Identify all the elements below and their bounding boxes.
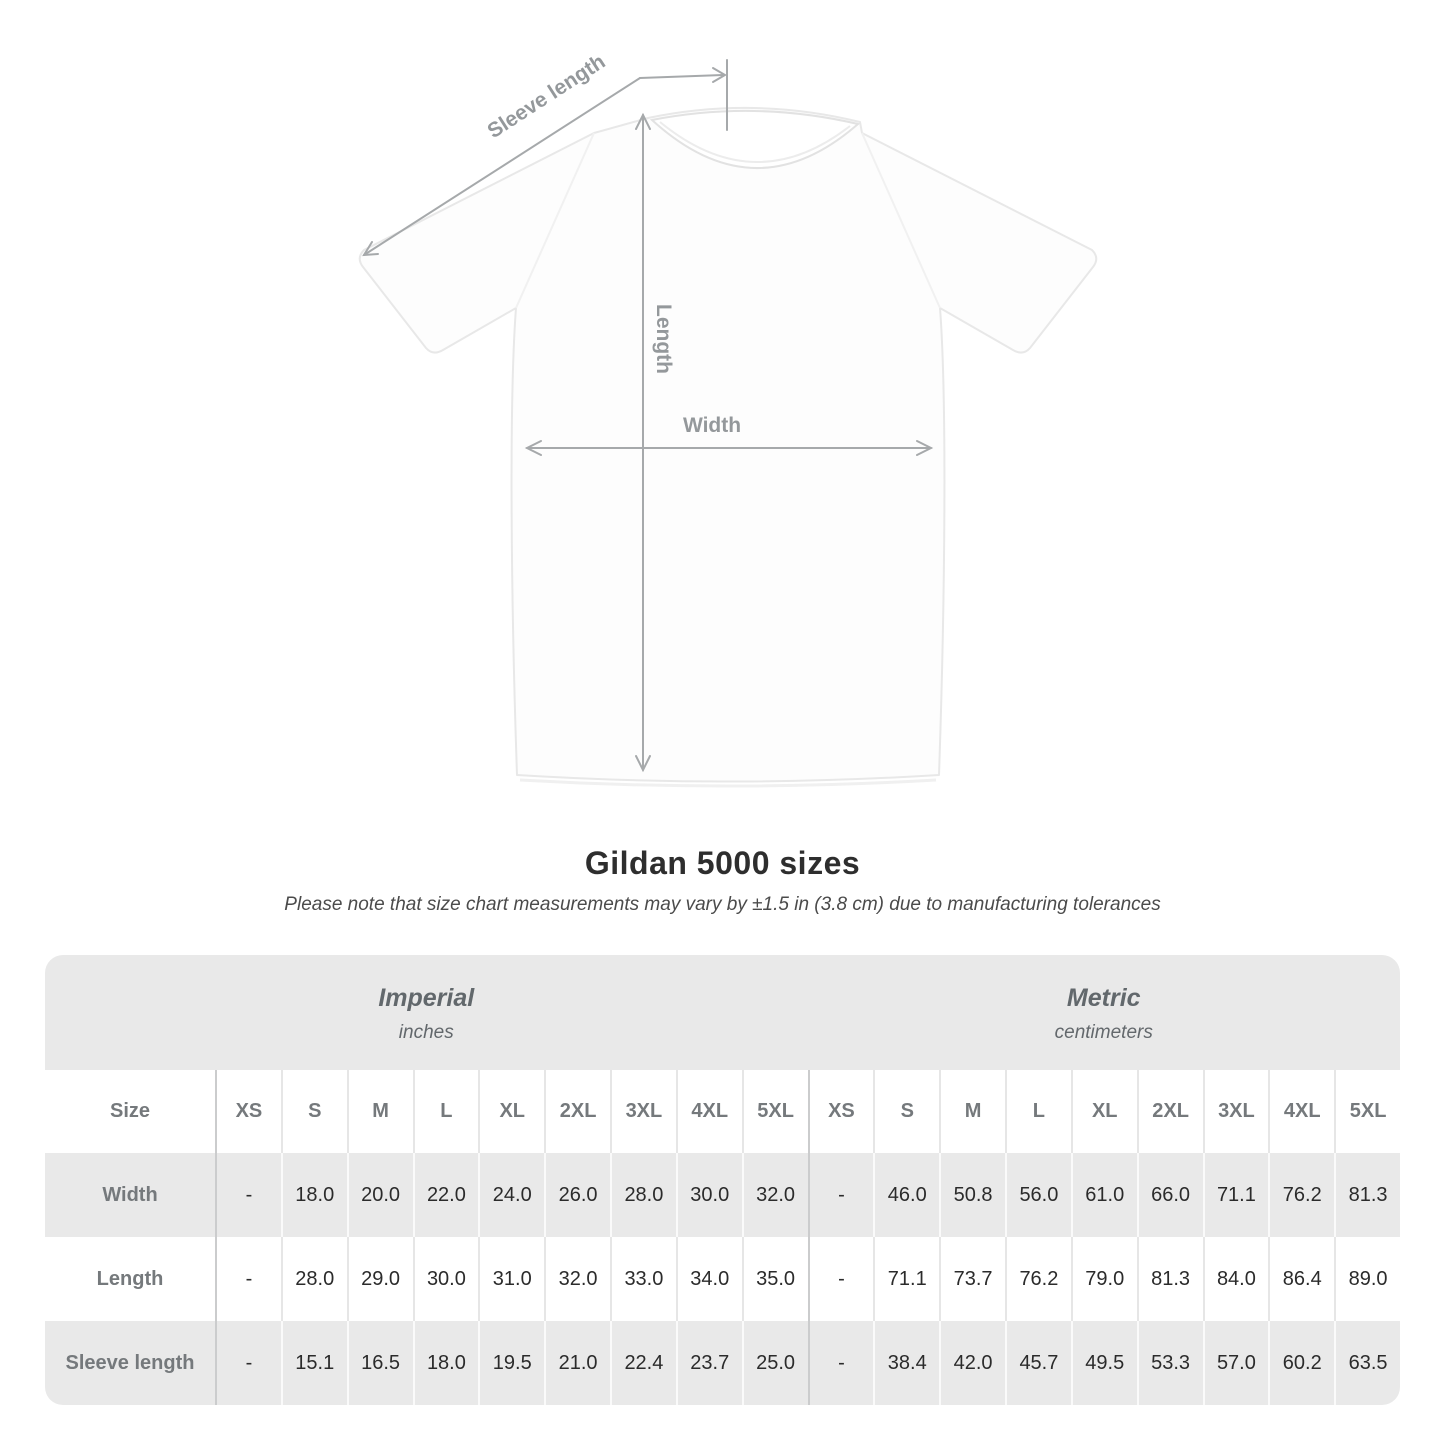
value-cell-metric: 57.0 <box>1203 1321 1269 1405</box>
row-label: Width <box>102 1183 158 1206</box>
size-column-header-metric-l: L <box>1005 1070 1071 1153</box>
value-cell-metric: 53.3 <box>1137 1321 1203 1405</box>
value-cell-imperial: 23.7 <box>676 1321 742 1405</box>
value-cell-imperial: - <box>215 1237 281 1321</box>
value-cell-metric: - <box>808 1237 874 1321</box>
table-row-width <box>45 1153 1400 1237</box>
size-column-header-metric-2xl: 2XL <box>1137 1070 1203 1153</box>
value-cell-imperial: 18.0 <box>413 1321 479 1405</box>
value-cell-imperial: 34.0 <box>676 1237 742 1321</box>
value-cell-metric: 46.0 <box>873 1153 939 1237</box>
size-column-header-metric-5xl: 5XL <box>1334 1070 1400 1153</box>
value-cell-metric: 81.3 <box>1137 1237 1203 1321</box>
size-header-row <box>45 1070 1400 1153</box>
size-table <box>45 955 1400 1405</box>
size-column-header-imperial-l: L <box>413 1070 479 1153</box>
size-column-header-imperial-3xl: 3XL <box>610 1070 676 1153</box>
value-cell-imperial: 16.5 <box>347 1321 413 1405</box>
table-rows <box>45 1153 1400 1405</box>
row-label: Length <box>96 1267 164 1290</box>
value-cell-metric: 84.0 <box>1203 1237 1269 1321</box>
size-column-header-imperial-xs: XS <box>215 1070 281 1153</box>
imperial-band <box>45 955 808 1070</box>
sleeve-length-label: Sleeve length <box>483 50 610 144</box>
value-cell-metric: 56.0 <box>1005 1153 1071 1237</box>
value-cell-imperial: 15.1 <box>281 1321 347 1405</box>
row-label: Sleeve length <box>65 1351 195 1374</box>
size-column-header-metric-4xl: 4XL <box>1268 1070 1334 1153</box>
size-column-header-metric-m: M <box>939 1070 1005 1153</box>
value-cell-imperial: 18.0 <box>281 1153 347 1237</box>
value-cell-imperial: 21.0 <box>544 1321 610 1405</box>
value-cell-metric: 42.0 <box>939 1321 1005 1405</box>
value-cell-imperial: 24.0 <box>478 1153 544 1237</box>
value-cell-imperial: 33.0 <box>610 1237 676 1321</box>
value-cell-metric: 71.1 <box>873 1237 939 1321</box>
value-cell-metric: 50.8 <box>939 1153 1005 1237</box>
width-label: Width <box>682 414 742 437</box>
size-column-header-metric-xs: XS <box>808 1070 874 1153</box>
value-cell-imperial: 30.0 <box>676 1153 742 1237</box>
value-cell-metric: 86.4 <box>1268 1237 1334 1321</box>
value-cell-metric: 73.7 <box>939 1237 1005 1321</box>
size-column-header-imperial-s: S <box>281 1070 347 1153</box>
value-cell-imperial: 29.0 <box>347 1237 413 1321</box>
value-cell-imperial: 28.0 <box>610 1153 676 1237</box>
value-cell-metric: 79.0 <box>1071 1237 1137 1321</box>
value-cell-metric: - <box>808 1153 874 1237</box>
size-column-header-imperial-4xl: 4XL <box>676 1070 742 1153</box>
value-cell-imperial: 35.0 <box>742 1237 808 1321</box>
value-cell-imperial: 32.0 <box>544 1237 610 1321</box>
metric-band-title: Metric <box>1066 983 1141 1012</box>
page-title: Gildan 5000 sizes <box>584 845 861 881</box>
value-cell-metric: 89.0 <box>1334 1237 1400 1321</box>
value-cell-metric: 63.5 <box>1334 1321 1400 1405</box>
value-cell-imperial: 32.0 <box>742 1153 808 1237</box>
value-cell-metric: 60.2 <box>1268 1321 1334 1405</box>
size-column-header-imperial-xl: XL <box>478 1070 544 1153</box>
value-cell-metric: 81.3 <box>1334 1153 1400 1237</box>
tolerance-note: Please note that size chart measurements may vary by ±1.5 in (3.8 cm) due to manufacturing tolerances <box>284 894 1161 915</box>
imperial-band-unit: inches <box>398 1021 454 1043</box>
imperial-band-title: Imperial <box>378 983 475 1012</box>
value-cell-imperial: 31.0 <box>478 1237 544 1321</box>
length-label: Length <box>652 304 675 374</box>
value-cell-imperial: 25.0 <box>742 1321 808 1405</box>
value-cell-metric: - <box>808 1321 874 1405</box>
table-row-sleeve-length <box>45 1321 1400 1405</box>
size-column-header-imperial-2xl: 2XL <box>544 1070 610 1153</box>
size-column-header-imperial-m: M <box>347 1070 413 1153</box>
metric-band-unit: centimeters <box>1054 1021 1153 1043</box>
value-cell-metric: 45.7 <box>1005 1321 1071 1405</box>
value-cell-imperial: 19.5 <box>478 1321 544 1405</box>
value-cell-imperial: 28.0 <box>281 1237 347 1321</box>
value-cell-imperial: - <box>215 1153 281 1237</box>
value-cell-imperial: 26.0 <box>544 1153 610 1237</box>
unit-band-row <box>45 955 1400 1070</box>
value-cell-metric: 71.1 <box>1203 1153 1269 1237</box>
value-cell-metric: 49.5 <box>1071 1321 1137 1405</box>
size-header-cell: Size <box>109 1100 151 1122</box>
value-cell-metric: 38.4 <box>873 1321 939 1405</box>
value-cell-metric: 76.2 <box>1005 1237 1071 1321</box>
value-cell-imperial: 20.0 <box>347 1153 413 1237</box>
metric-band <box>808 955 1401 1070</box>
value-cell-imperial: 22.0 <box>413 1153 479 1237</box>
size-column-header-metric-3xl: 3XL <box>1203 1070 1269 1153</box>
value-cell-metric: 76.2 <box>1268 1153 1334 1237</box>
size-column-header-imperial-5xl: 5XL <box>742 1070 808 1153</box>
size-column-header-metric-xl: XL <box>1071 1070 1137 1153</box>
value-cell-imperial: 30.0 <box>413 1237 479 1321</box>
value-cell-metric: 66.0 <box>1137 1153 1203 1237</box>
size-column-header-metric-s: S <box>873 1070 939 1153</box>
value-cell-imperial: 22.4 <box>610 1321 676 1405</box>
value-cell-metric: 61.0 <box>1071 1153 1137 1237</box>
tshirt-image <box>360 108 1097 786</box>
value-cell-imperial: - <box>215 1321 281 1405</box>
table-row-length <box>45 1237 1400 1321</box>
